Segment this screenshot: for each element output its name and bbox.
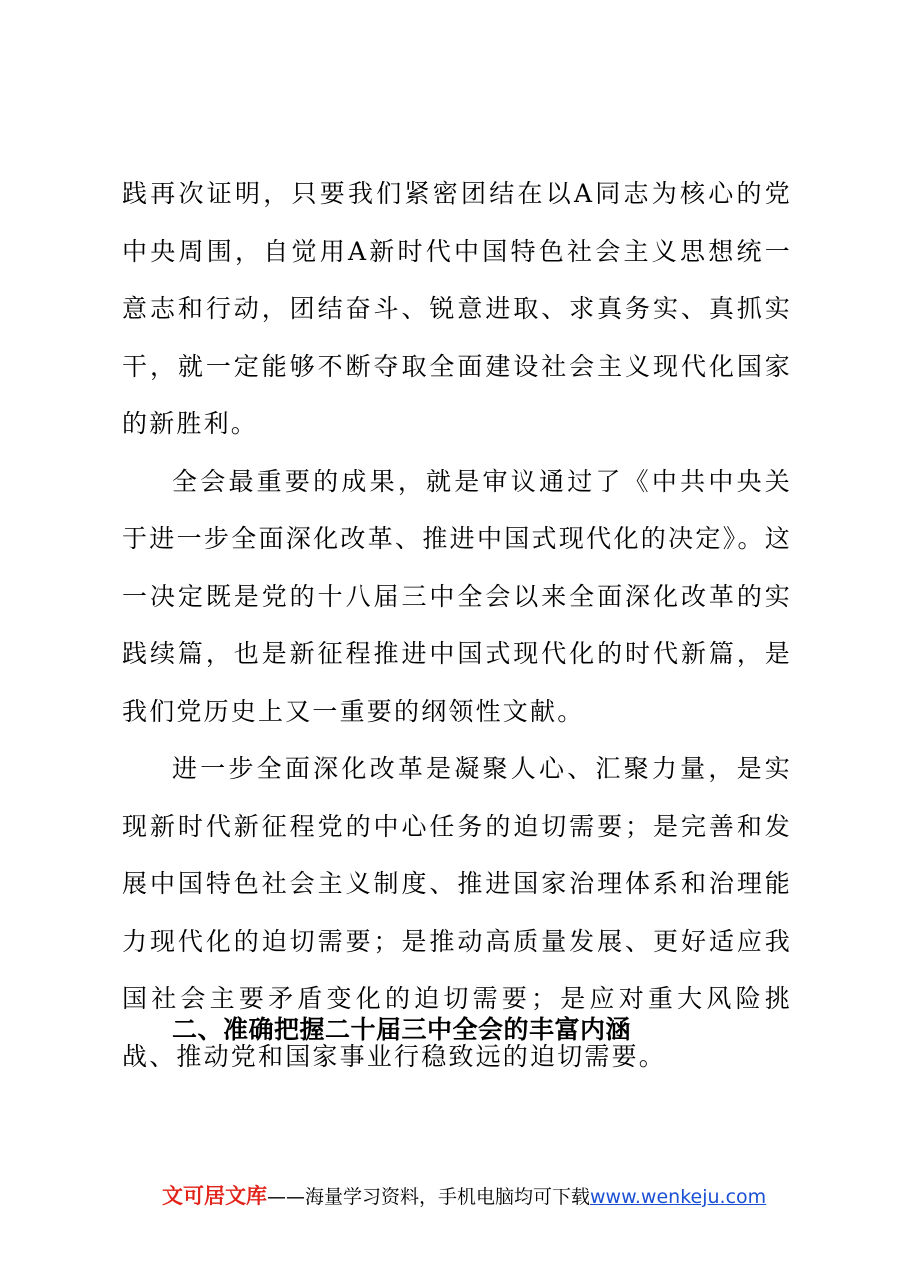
footer-site-link[interactable]: www.wenkeju.com: [590, 1186, 767, 1208]
footer-tagline: ——海量学习资料，手机电脑均可下载: [267, 1186, 591, 1208]
document-body: [122, 165, 792, 1085]
section-heading: 二、准确把握二十届三中全会的丰富内涵: [172, 1015, 632, 1044]
paragraph-continuation: 践再次证明，只要我们紧密团结在以A同志为核心的党中央周围，自觉用A新时代中国特色社会主义思想统一意志和行动，团结奋斗、锐意进取、求真务实、真抓实干，就一定能够不断夺取全面建设社会主义现代化国家的新胜利。: [122, 179, 792, 438]
footer-banner: [162, 1180, 766, 1213]
paragraph-plenum-results: 全会最重要的成果，就是审议通过了《中共中央关于进一步全面深化改革、推进中国式现代化的决定》。这一决定既是党的十八届三中全会以来全面深化改革的实践续篇，也是新征程推进中国式现代化的时代新篇，是我们党历史上又一重要的纲领性文献。: [122, 466, 792, 726]
footer-brand: 文可居文库: [162, 1184, 267, 1208]
paragraph-reform-needs: 进一步全面深化改革是凝聚人心、汇聚力量，是实现新时代新征程党的中心任务的迫切需要；是完善和发展中国特色社会主义制度、推进国家治理体系和治理能力现代化的迫切需要；是推动高质量发展、更好适应我国社会主要矛盾变化的迫切需要；是应对重大风险挑战、推动党和国家事业行稳致远的迫切需要。: [122, 754, 792, 1071]
